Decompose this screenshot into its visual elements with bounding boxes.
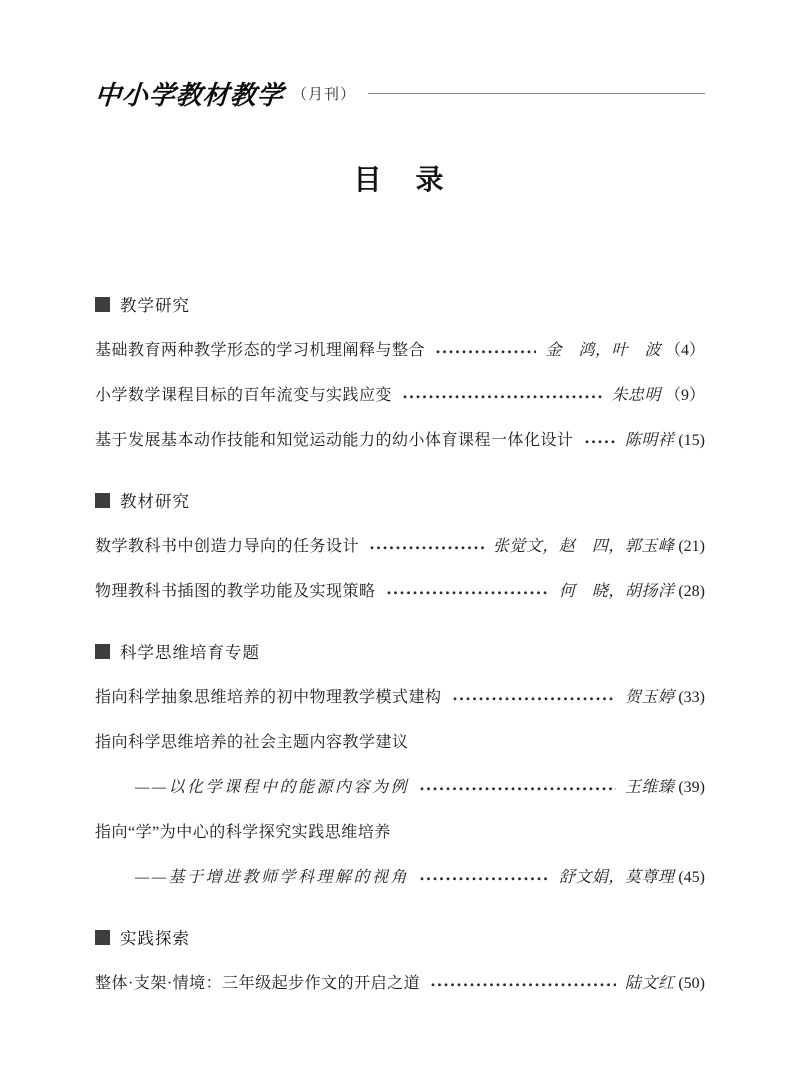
dot-leader <box>584 433 616 449</box>
entry-title: ——以化学课程中的能源内容为例 <box>135 779 409 796</box>
entry-authors: 张觉文，赵 四，郭玉峰 <box>492 538 675 555</box>
section-entries <box>95 537 705 602</box>
entry-page: （9） <box>664 387 705 404</box>
entry-authors: 何 晓，胡扬洋 <box>558 583 675 600</box>
toc-sections <box>95 292 705 994</box>
entry-authors: 陆文红 <box>624 975 675 992</box>
entry-authors: 陈明祥 <box>624 432 675 449</box>
dot-leader <box>369 539 484 555</box>
section-heading <box>95 925 705 949</box>
entry-page: (39) <box>678 779 705 796</box>
dot-leader <box>419 870 550 886</box>
toc-entry <box>95 868 705 888</box>
entry-page: (45) <box>678 869 705 886</box>
section-heading <box>95 488 705 512</box>
section-marker-icon <box>95 930 110 945</box>
entry-title: 基于发展基本动作技能和知觉运动能力的幼小体育课程一体化设计 <box>95 432 574 449</box>
toc-section <box>95 925 705 994</box>
toc-entry <box>95 974 705 994</box>
section-heading-label: 教学研究 <box>120 297 190 315</box>
entry-title: ——基于增进教师学科理解的视角 <box>135 869 409 886</box>
section-entries <box>95 974 705 994</box>
masthead <box>93 78 705 111</box>
toc-entry <box>95 733 705 753</box>
toc-entry <box>95 823 705 843</box>
toc-entry <box>95 341 705 361</box>
entry-authors: 金 鸿，叶 波 <box>545 342 661 359</box>
toc-entry <box>95 582 705 602</box>
toc-entry <box>95 386 705 406</box>
journal-logo: 中小学教材教学 <box>93 80 285 111</box>
entry-title: 物理教科书插图的教学功能及实现策略 <box>95 583 376 600</box>
dot-leader <box>402 388 602 404</box>
dot-leader <box>452 690 616 706</box>
entry-page: (21) <box>678 538 705 555</box>
dot-leader <box>435 343 536 359</box>
toc-entry <box>95 431 705 451</box>
entry-title: 指向科学抽象思维培养的初中物理教学模式建构 <box>95 689 442 706</box>
section-marker-icon <box>95 644 110 659</box>
section-entries <box>95 688 705 888</box>
toc-entry <box>95 537 705 557</box>
section-heading <box>95 292 705 316</box>
toc-section <box>95 488 705 602</box>
dot-leader <box>386 584 550 600</box>
entry-authors: 贺玉婷 <box>624 689 675 706</box>
entry-page: (50) <box>678 975 705 992</box>
toc-section <box>95 292 705 451</box>
entry-title: 小学数学课程目标的百年流变与实践应变 <box>95 387 393 404</box>
page-title: 目 录 <box>353 165 447 196</box>
entry-authors: 舒文娟，莫尊理 <box>558 869 675 886</box>
entry-page: （4） <box>664 342 705 359</box>
toc-entry <box>95 688 705 708</box>
entry-title: 指向“学”为中心的科学探究实践思维培养 <box>95 824 391 841</box>
dot-leader <box>430 976 616 992</box>
entry-title: 指向科学思维培养的社会主题内容教学建议 <box>95 734 409 751</box>
section-heading-label: 科学思维培育专题 <box>120 644 260 662</box>
section-marker-icon <box>95 297 110 312</box>
entry-title: 数学教科书中创造力导向的任务设计 <box>95 538 360 555</box>
entry-page: (15) <box>678 432 705 449</box>
section-heading-label: 实践探索 <box>120 930 190 948</box>
entry-authors: 王维臻 <box>624 779 675 796</box>
section-heading <box>95 639 705 663</box>
entry-title: 整体·支架·情境：三年级起步作文的开启之道 <box>95 975 421 992</box>
section-marker-icon <box>95 493 110 508</box>
dot-leader <box>419 780 616 796</box>
journal-subtitle: （月刊） <box>292 86 357 103</box>
entry-page: (28) <box>678 583 705 600</box>
entry-authors: 朱忠明 <box>611 387 661 404</box>
section-entries <box>95 341 705 451</box>
entry-title: 基础教育两种教学形态的学习机理阐释与整合 <box>95 342 426 359</box>
toc-section <box>95 639 705 888</box>
entry-page: (33) <box>678 689 705 706</box>
section-heading-label: 教材研究 <box>120 493 190 511</box>
toc-entry <box>95 778 705 798</box>
masthead-rule <box>368 93 705 94</box>
